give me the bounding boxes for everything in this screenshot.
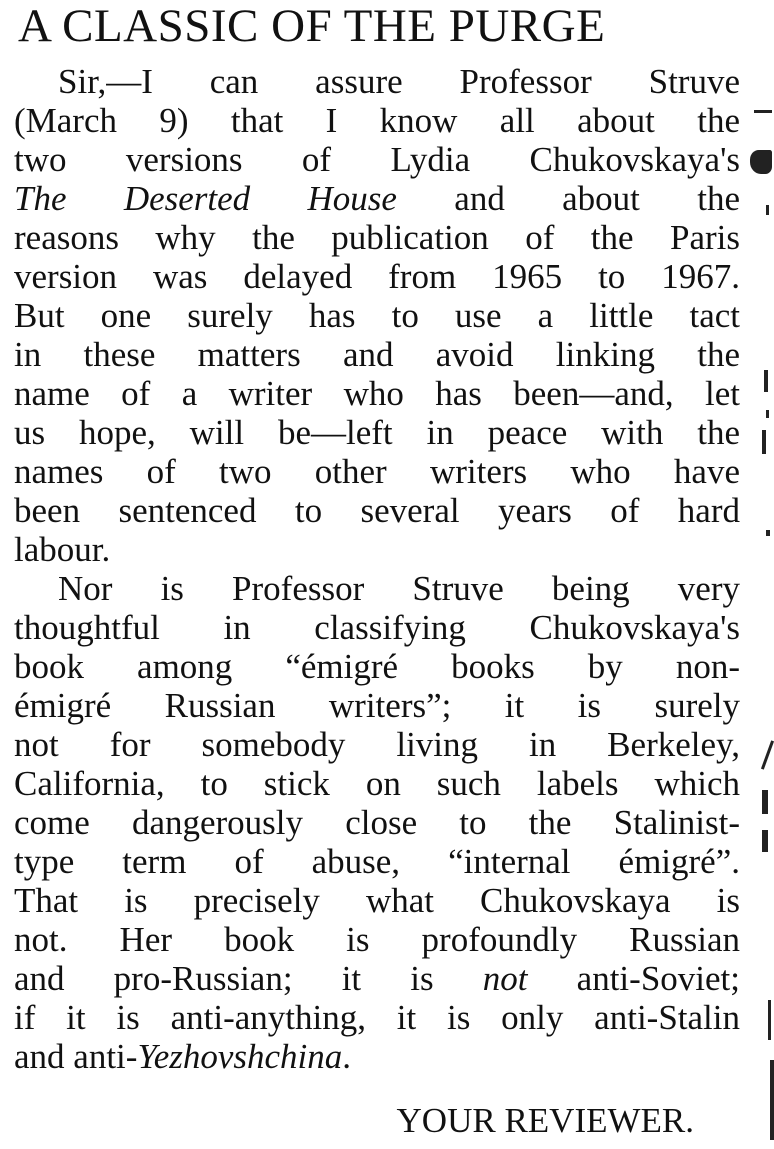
italic-text: Yezhovshchina bbox=[137, 1037, 343, 1076]
edge-mark bbox=[766, 410, 769, 418]
text-segment: anti-Soviet; bbox=[527, 959, 740, 998]
body-line: us hope, will be—left in peace with the bbox=[14, 413, 740, 452]
edge-mark bbox=[766, 530, 770, 536]
headline: A CLASSIC OF THE PURGE bbox=[18, 0, 606, 52]
edge-mark bbox=[770, 1060, 774, 1140]
body-line: labour. bbox=[14, 530, 111, 569]
body-line: not for somebody living in Berkeley, bbox=[14, 725, 740, 764]
edge-mark bbox=[766, 205, 769, 215]
edge-mark bbox=[754, 110, 772, 113]
edge-mark bbox=[762, 830, 768, 852]
body-line: if it is anti-anything, it is only anti-Stalin bbox=[14, 998, 740, 1037]
body-line: two versions of Lydia Chukovskaya's bbox=[14, 140, 740, 179]
body-line: been sentenced to several years of hard bbox=[14, 491, 740, 530]
body-line: names of two other writers who have bbox=[14, 452, 740, 491]
text-segment: and about the bbox=[396, 179, 740, 218]
body-line: But one surely has to use a little tact bbox=[14, 296, 740, 335]
body-line: Nor is Professor Struve being very bbox=[58, 569, 740, 608]
body-line: thoughtful in classifying Chukovskaya's bbox=[14, 608, 740, 647]
edge-mark bbox=[761, 740, 774, 769]
body-line: book among “émigré books by non- bbox=[14, 647, 740, 686]
body-line: émigré Russian writers”; it is surely bbox=[14, 686, 740, 725]
body-line: That is precisely what Chukovskaya is bbox=[14, 881, 740, 920]
text-segment: and pro-Russian; it is bbox=[14, 959, 483, 998]
body-line: Sir,—I can assure Professor Struve bbox=[58, 62, 740, 101]
adjacent-column-edge bbox=[744, 0, 774, 1149]
text-segment: . bbox=[342, 1037, 352, 1076]
italic-text: not bbox=[482, 959, 528, 998]
signature: YOUR REVIEWER. bbox=[396, 1101, 694, 1140]
body-line bbox=[14, 1037, 740, 1076]
body-line: in these matters and avoid linking the bbox=[14, 335, 740, 374]
edge-mark bbox=[750, 150, 772, 174]
text-segment: and anti- bbox=[14, 1037, 138, 1076]
body-line bbox=[14, 959, 740, 998]
edge-mark bbox=[762, 430, 766, 454]
body-line bbox=[14, 179, 740, 218]
edge-mark bbox=[764, 370, 768, 392]
body-line: (March 9) that I know all about the bbox=[14, 101, 740, 140]
letter-article bbox=[14, 0, 746, 1149]
body-line: California, to stick on such labels which bbox=[14, 764, 740, 803]
italic-text: The Deserted House bbox=[14, 179, 397, 218]
body-line: name of a writer who has been—and, let bbox=[14, 374, 740, 413]
edge-mark bbox=[768, 1000, 771, 1040]
body-line: reasons why the publication of the Paris bbox=[14, 218, 740, 257]
body-line: type term of abuse, “internal émigré”. bbox=[14, 842, 740, 881]
edge-mark bbox=[762, 790, 768, 814]
body-line: version was delayed from 1965 to 1967. bbox=[14, 257, 740, 296]
body-line: come dangerously close to the Stalinist- bbox=[14, 803, 740, 842]
body-line: not. Her book is profoundly Russian bbox=[14, 920, 740, 959]
